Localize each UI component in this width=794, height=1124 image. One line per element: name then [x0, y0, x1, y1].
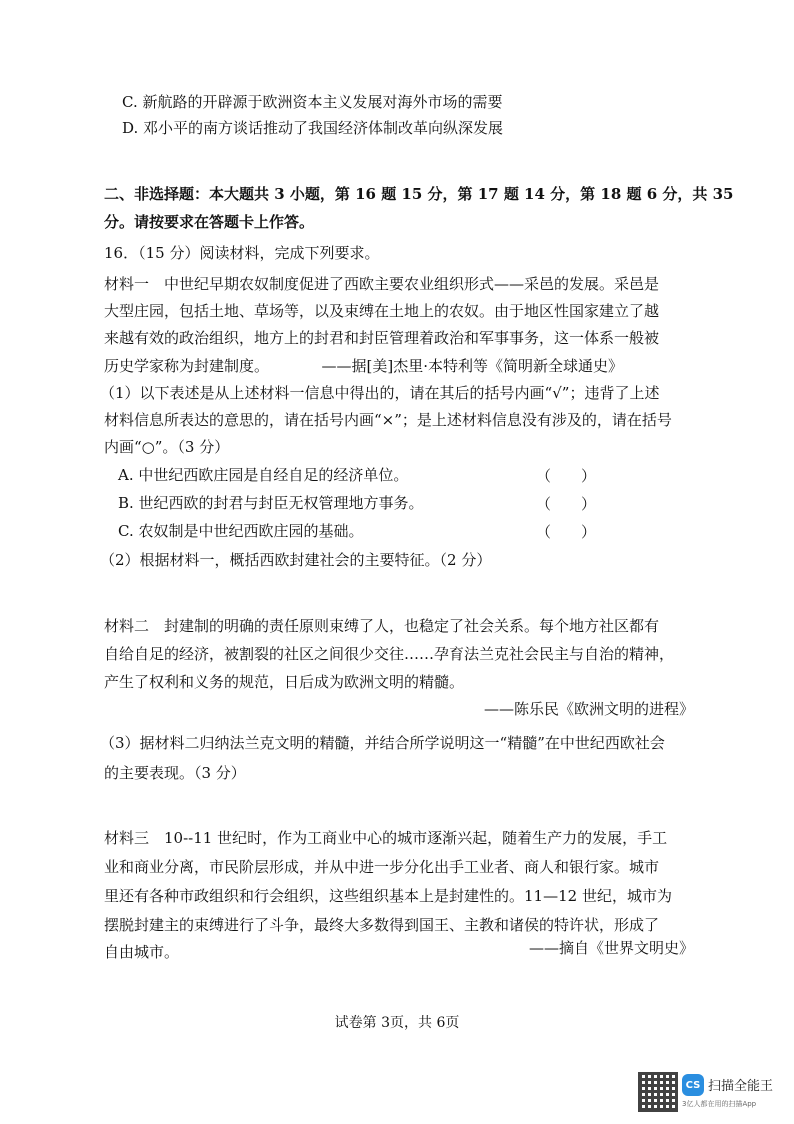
material1-line: 材料一 中世纪早期农奴制度促进了西欧主要农业组织形式——采邑的发展。采邑是 [104, 275, 660, 293]
answer-paren-b[interactable]: （ ） [536, 495, 597, 513]
option-b: B. 世纪西欧的封君与封臣无权管理地方事务。 [118, 494, 424, 512]
material1-line: 来越有效的政治组织，地方上的封君和封臣管理着政治和军事事务，这一体系一般被 [104, 329, 660, 347]
answer-paren-c[interactable]: （ ） [536, 523, 597, 541]
material1-line: 大型庄园，包括土地、草场等，以及束缚在土地上的农奴。由于地区性国家建立了越 [104, 302, 660, 320]
sub-question-3: （3）据材料二归纳法兰克文明的精髓，并结合所学说明这一“精髓”在中世纪西欧社会 [100, 734, 665, 752]
material3-line: 业和商业分离，市民阶层形成，并从中进一步分化出手工业者、商人和银行家。城市 [104, 858, 660, 876]
answer-paren-a[interactable]: （ ） [536, 467, 597, 485]
q16-header: 16．（15 分）阅读材料，完成下列要求。 [104, 244, 380, 262]
material3-line: 自由城市。 [104, 943, 180, 961]
material3-source: ——摘自《世界文明史》 [528, 939, 694, 957]
material3-line: 里还有各种市政组织和行会组织，这些组织基本上是封建性的。11—12 世纪，城市为 [104, 887, 672, 905]
sub-question-2: （2）根据材料一，概括西欧封建社会的主要特征。（2 分） [100, 551, 492, 569]
option-c: C. 农奴制是中世纪西欧庄园的基础。 [118, 522, 364, 540]
qr-code-icon [638, 1072, 678, 1112]
camscanner-tagline: 3亿人都在用的扫描App [682, 1100, 757, 1108]
material3-line: 材料三 10--11 世纪时，作为工商业中心的城市逐渐兴起，随着生产力的发展，手工 [104, 829, 668, 847]
section2-title-line2: 分。请按要求在答题卡上作答。 [104, 213, 315, 231]
page-footer: 试卷第 3页，共 6页 [334, 1015, 460, 1031]
sub-question-3: 的主要表现。（3 分） [104, 764, 246, 782]
material1-line: 历史学家称为封建制度。 ——据[美]杰里·本特利等《简明新全球通史》 [104, 357, 623, 375]
material2-source: ——陈乐民《欧洲文明的进程》 [483, 700, 694, 718]
section2-title-line1: 二、非选择题：本大题共 3 小题，第 16 题 15 分，第 17 题 14 分，第 18 题 6 分，共 35 [104, 185, 734, 203]
camscanner-logo-icon: CS [682, 1074, 704, 1096]
sub-question-1: （1）以下表述是从上述材料一信息中得出的，请在其后的括号内画“√”；违背了上述 [100, 384, 660, 402]
material2-line: 材料二 封建制的明确的责任原则束缚了人，也稳定了社会关系。每个地方社区都有 [104, 617, 660, 635]
camscanner-name: 扫描全能王 [708, 1079, 774, 1094]
material2-line: 自给自足的经济，被割裂的社区之间很少交往……孕育法兰克社会民主与自治的精神， [104, 645, 675, 663]
sub-question-1: 材料信息所表达的意思的，请在括号内画“×”；是上述材料信息没有涉及的，请在括号 [104, 411, 672, 429]
option-a: A. 中世纪西欧庄园是自经自足的经济单位。 [118, 466, 409, 484]
choice-d: D. 邓小平的南方谈话推动了我国经济体制改革向纵深发展 [122, 119, 504, 137]
material2-line: 产生了权利和义务的规范，日后成为欧洲文明的精髓。 [104, 673, 465, 691]
material3-line: 摆脱封建主的束缚进行了斗争，最终大多数得到国王、主教和诸侯的特许状，形成了 [104, 916, 660, 934]
choice-c: C. 新航路的开辟源于欧洲资本主义发展对海外市场的需要 [122, 93, 503, 111]
sub-question-1: 内画“○”。（3 分） [104, 438, 230, 456]
